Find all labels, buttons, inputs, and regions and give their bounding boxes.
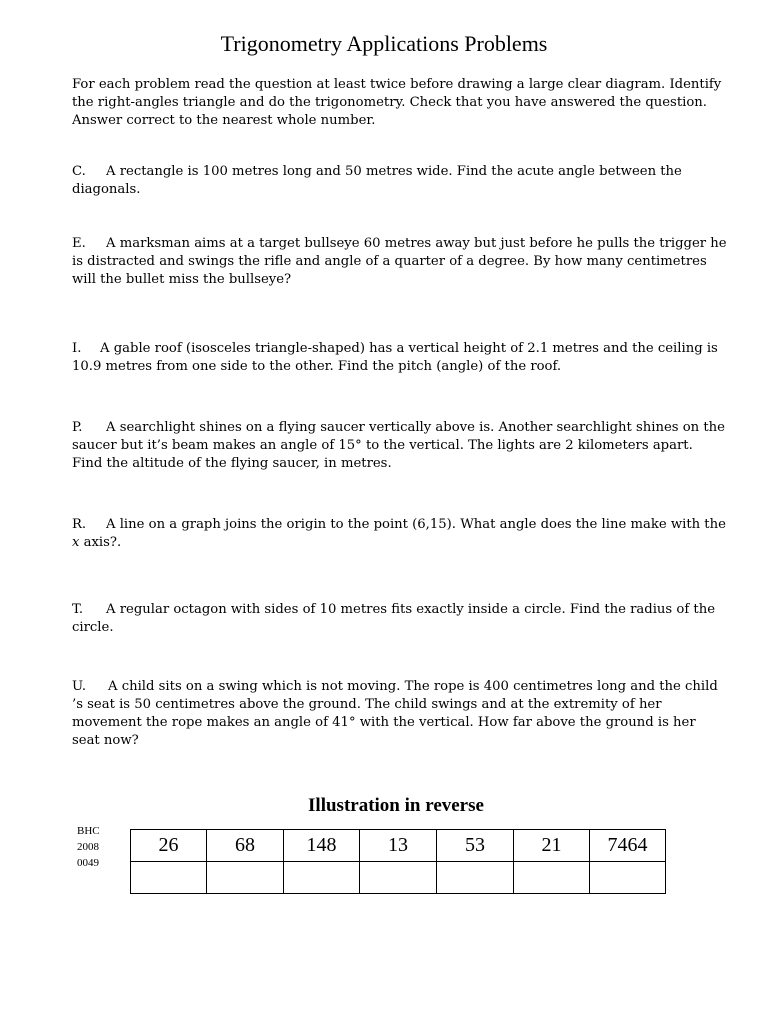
answer-cell: 26 bbox=[131, 830, 207, 862]
problem-u bbox=[72, 678, 727, 750]
problem-text: A gable roof (isosceles triangle-shaped) has a vertical height of 2.1 metres and the ceiling is 10.9 metres from one side to the other. Find the pitch (angle) of the roof. bbox=[72, 341, 718, 374]
problem-label: T. bbox=[72, 602, 84, 617]
answer-table bbox=[130, 829, 666, 894]
problem-text-end: axis?. bbox=[79, 535, 122, 550]
problem-t bbox=[72, 601, 727, 637]
problem-text: A line on a graph joins the origin to the point (6,15). What angle does the line make with the bbox=[106, 517, 726, 532]
answer-blank-row bbox=[131, 862, 666, 894]
problem-label: I. bbox=[72, 341, 82, 356]
blank-cell bbox=[590, 862, 666, 894]
answer-cell: 21 bbox=[514, 830, 590, 862]
illustration-heading: Illustration in reverse bbox=[308, 795, 484, 816]
answer-values-row bbox=[131, 830, 666, 862]
problem-label: U. bbox=[72, 679, 87, 694]
problem-c bbox=[72, 163, 727, 199]
answer-cell: 148 bbox=[284, 830, 360, 862]
problem-e bbox=[72, 235, 727, 289]
answer-cell: 53 bbox=[437, 830, 514, 862]
blank-cell bbox=[437, 862, 514, 894]
instructions: For each problem read the question at least twice before drawing a large clear diagram. Identify the right-angles triangle and do the trigonometry. Check that you have answered the question. Answer correct to the nearest whole number. bbox=[72, 77, 722, 128]
problem-text: A marksman aims at a target bullseye 60 metres away but just before he pulls the trigger he is distracted and swings the rifle and angle of a quarter of a degree. By how many centimetres will the bullet miss the bullseye? bbox=[72, 236, 727, 287]
document-code bbox=[77, 823, 100, 871]
blank-cell bbox=[514, 862, 590, 894]
blank-cell bbox=[131, 862, 207, 894]
problem-label: R. bbox=[72, 517, 87, 532]
problem-label: E. bbox=[72, 236, 86, 251]
answer-cell: 13 bbox=[360, 830, 437, 862]
code-line: 2008 bbox=[77, 841, 99, 853]
blank-cell bbox=[360, 862, 437, 894]
answer-cell: 7464 bbox=[590, 830, 666, 862]
x-variable: x bbox=[72, 535, 80, 550]
code-line: BHC bbox=[77, 825, 100, 837]
problem-text: A searchlight shines on a flying saucer vertically above is. Another searchlight shines on the saucer but it’s beam makes an angle of 15° to the vertical. The lights are 2 kilometers apart. Find the altitude of the flying saucer, in metres. bbox=[72, 420, 725, 471]
problem-p bbox=[72, 419, 727, 473]
problem-text: A rectangle is 100 metres long and 50 metres wide. Find the acute angle between the diagonals. bbox=[72, 164, 682, 197]
blank-cell bbox=[207, 862, 284, 894]
problem-text: A regular octagon with sides of 10 metres fits exactly inside a circle. Find the radius of the circle. bbox=[72, 602, 715, 635]
problem-label: C. bbox=[72, 164, 86, 179]
code-line: 0049 bbox=[77, 857, 99, 869]
page-title: Trigonometry Applications Problems bbox=[220, 31, 548, 56]
problem-r bbox=[72, 516, 727, 552]
blank-cell bbox=[284, 862, 360, 894]
problem-text: A child sits on a swing which is not moving. The rope is 400 centimetres long and the child ’s seat is 50 centimetres above the ground. The child swings and at the extremity of her movement the rope makes an angle of 41° with the vertical. How far above the ground is her seat now? bbox=[72, 679, 718, 748]
problem-label: P. bbox=[72, 420, 83, 435]
answer-cell: 68 bbox=[207, 830, 284, 862]
problem-i bbox=[72, 340, 727, 376]
